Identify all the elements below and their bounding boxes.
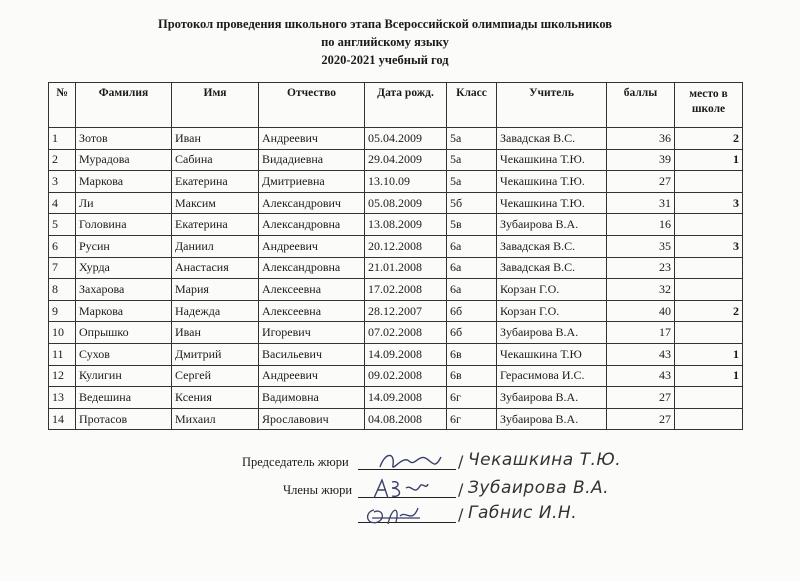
cell-patronymic: Игоревич (259, 322, 365, 344)
cell-patronymic: Дмитриевна (259, 171, 365, 193)
cell-patronymic: Александровна (259, 214, 365, 236)
cell-score: 43 (607, 365, 675, 387)
cell-teacher: Корзан Г.О. (497, 279, 607, 301)
cell-score: 27 (607, 387, 675, 409)
title-line-3: 2020-2021 учебный год (321, 53, 449, 67)
cell-dob: 05.04.2009 (365, 128, 447, 150)
cell-class: 6в (447, 343, 497, 365)
table-header-row (49, 83, 743, 128)
col-header-teacher: Учитель (497, 83, 607, 128)
cell-dob: 13.08.2009 (365, 214, 447, 236)
cell-surname: Захарова (76, 279, 172, 301)
cell-place: 1 (675, 365, 743, 387)
cell-teacher: Зубаирова В.А. (497, 322, 607, 344)
cell-teacher: Зубаирова В.А. (497, 387, 607, 409)
cell-num: 1 (49, 128, 76, 150)
chair-name: Чекашкина Т.Ю. (468, 450, 622, 470)
cell-class: 6а (447, 235, 497, 257)
cell-dob: 09.02.2008 (365, 365, 447, 387)
cell-patronymic: Андреевич (259, 365, 365, 387)
cell-teacher: Чекашкина Т.Ю. (497, 171, 607, 193)
cell-surname: Русин (76, 235, 172, 257)
col-header-surname: Фамилия (76, 83, 172, 128)
cell-score: 17 (607, 322, 675, 344)
cell-place (675, 408, 743, 430)
cell-name: Надежда (172, 300, 259, 322)
cell-name: Дмитрий (172, 343, 259, 365)
chair-label: Председатель жюри (242, 455, 349, 469)
cell-num: 12 (49, 365, 76, 387)
cell-surname: Ведешина (76, 387, 172, 409)
col-header-patronymic: Отчество (259, 83, 365, 128)
cell-place: 1 (675, 343, 743, 365)
cell-teacher: Завадская В.С. (497, 257, 607, 279)
cell-name: Мария (172, 279, 259, 301)
table-row (49, 279, 743, 301)
cell-teacher: Зубаирова В.А. (497, 408, 607, 430)
table-row (49, 149, 743, 171)
cell-num: 8 (49, 279, 76, 301)
cell-num: 11 (49, 343, 76, 365)
member2-signature-scribble (360, 500, 430, 530)
cell-surname: Мурадова (76, 149, 172, 171)
cell-dob: 13.10.09 (365, 171, 447, 193)
cell-teacher: Чекашкина Т.Ю (497, 343, 607, 365)
cell-class: 6а (447, 257, 497, 279)
cell-surname: Опрышко (76, 322, 172, 344)
cell-name: Михаил (172, 408, 259, 430)
table-row (49, 322, 743, 344)
cell-dob: 17.02.2008 (365, 279, 447, 301)
cell-name: Анастасия (172, 257, 259, 279)
cell-name: Иван (172, 322, 259, 344)
cell-surname: Сухов (76, 343, 172, 365)
chair-signature-scribble (375, 447, 445, 477)
col-header-num: № (49, 83, 76, 128)
cell-surname: Маркова (76, 171, 172, 193)
col-header-place-line2: школе (691, 103, 726, 115)
cell-score: 36 (607, 128, 675, 150)
cell-dob: 14.09.2008 (365, 343, 447, 365)
cell-patronymic: Вадимовна (259, 387, 365, 409)
cell-num: 6 (49, 235, 76, 257)
cell-surname: Маркова (76, 300, 172, 322)
cell-teacher: Завадская В.С. (497, 128, 607, 150)
cell-patronymic: Видадиевна (259, 149, 365, 171)
document-title (75, 15, 695, 69)
table-row (49, 214, 743, 236)
table-row (49, 300, 743, 322)
member2-name-separator: / (458, 505, 464, 524)
cell-class: 6б (447, 322, 497, 344)
cell-dob: 04.08.2008 (365, 408, 447, 430)
cell-class: 6г (447, 408, 497, 430)
cell-teacher: Герасимова И.С. (497, 365, 607, 387)
cell-name: Сергей (172, 365, 259, 387)
col-header-dob: Дата рожд. (365, 83, 447, 128)
col-header-class: Класс (447, 83, 497, 128)
member2-name: Габнис И.Н. (468, 503, 578, 523)
members-label: Члены жюри (283, 483, 353, 497)
cell-place: 3 (675, 192, 743, 214)
cell-class: 6г (447, 387, 497, 409)
cell-place (675, 214, 743, 236)
cell-teacher: Корзан Г.О. (497, 300, 607, 322)
cell-name: Даниил (172, 235, 259, 257)
cell-dob: 28.12.2007 (365, 300, 447, 322)
member1-name: Зубаирова В.А. (468, 478, 610, 498)
cell-score: 16 (607, 214, 675, 236)
cell-surname: Зотов (76, 128, 172, 150)
cell-dob: 07.02.2008 (365, 322, 447, 344)
cell-teacher: Завадская В.С. (497, 235, 607, 257)
table-row (49, 192, 743, 214)
cell-name: Ксения (172, 387, 259, 409)
cell-class: 5а (447, 128, 497, 150)
cell-score: 23 (607, 257, 675, 279)
cell-patronymic: Александровна (259, 257, 365, 279)
cell-dob: 05.08.2009 (365, 192, 447, 214)
cell-teacher: Чекашкина Т.Ю. (497, 149, 607, 171)
title-line-2: по английскому языку (321, 35, 449, 49)
cell-place: 2 (675, 128, 743, 150)
cell-class: 5б (447, 192, 497, 214)
cell-place: 2 (675, 300, 743, 322)
cell-place: 1 (675, 149, 743, 171)
table-row (49, 128, 743, 150)
title-line-1: Протокол проведения школьного этапа Всероссийской олимпиады школьников (157, 17, 613, 31)
cell-patronymic: Алексеевна (259, 279, 365, 301)
cell-name: Сабина (172, 149, 259, 171)
cell-num: 7 (49, 257, 76, 279)
col-header-score: баллы (607, 83, 675, 128)
cell-num: 2 (49, 149, 76, 171)
cell-patronymic: Александрович (259, 192, 365, 214)
cell-place (675, 279, 743, 301)
cell-surname: Хурда (76, 257, 172, 279)
table-row (49, 408, 743, 430)
cell-num: 10 (49, 322, 76, 344)
col-header-place (675, 83, 743, 128)
cell-dob: 14.09.2008 (365, 387, 447, 409)
cell-teacher: Чекашкина Т.Ю. (497, 192, 607, 214)
cell-score: 27 (607, 171, 675, 193)
cell-place (675, 387, 743, 409)
cell-score: 35 (607, 235, 675, 257)
table-row (49, 343, 743, 365)
cell-surname: Кулигин (76, 365, 172, 387)
table-row (49, 171, 743, 193)
cell-dob: 21.01.2008 (365, 257, 447, 279)
cell-score: 32 (607, 279, 675, 301)
cell-dob: 29.04.2009 (365, 149, 447, 171)
results-table (48, 82, 743, 430)
cell-surname: Головина (76, 214, 172, 236)
table-row (49, 235, 743, 257)
cell-place: 3 (675, 235, 743, 257)
cell-name: Екатерина (172, 214, 259, 236)
cell-surname: Протасов (76, 408, 172, 430)
cell-patronymic: Андреевич (259, 235, 365, 257)
cell-num: 3 (49, 171, 76, 193)
cell-class: 6б (447, 300, 497, 322)
cell-patronymic: Ярославович (259, 408, 365, 430)
cell-name: Иван (172, 128, 259, 150)
cell-class: 5а (447, 171, 497, 193)
col-header-place-line1: место в (689, 88, 728, 100)
cell-place (675, 257, 743, 279)
cell-num: 13 (49, 387, 76, 409)
cell-patronymic: Андреевич (259, 128, 365, 150)
cell-num: 5 (49, 214, 76, 236)
cell-place (675, 171, 743, 193)
cell-score: 39 (607, 149, 675, 171)
cell-class: 6в (447, 365, 497, 387)
col-header-name: Имя (172, 83, 259, 128)
cell-score: 27 (607, 408, 675, 430)
cell-teacher: Зубаирова В.А. (497, 214, 607, 236)
cell-num: 14 (49, 408, 76, 430)
table-row (49, 387, 743, 409)
table-row (49, 365, 743, 387)
cell-patronymic: Васильевич (259, 343, 365, 365)
table-body (49, 128, 743, 430)
cell-name: Екатерина (172, 171, 259, 193)
cell-surname: Ли (76, 192, 172, 214)
cell-class: 5в (447, 214, 497, 236)
cell-dob: 20.12.2008 (365, 235, 447, 257)
cell-class: 5а (447, 149, 497, 171)
cell-score: 43 (607, 343, 675, 365)
member1-name-separator: / (458, 480, 464, 499)
chair-name-separator: / (458, 452, 464, 471)
cell-place (675, 322, 743, 344)
cell-patronymic: Алексеевна (259, 300, 365, 322)
cell-num: 4 (49, 192, 76, 214)
cell-num: 9 (49, 300, 76, 322)
cell-class: 6а (447, 279, 497, 301)
table-row (49, 257, 743, 279)
cell-score: 40 (607, 300, 675, 322)
cell-name: Максим (172, 192, 259, 214)
cell-score: 31 (607, 192, 675, 214)
